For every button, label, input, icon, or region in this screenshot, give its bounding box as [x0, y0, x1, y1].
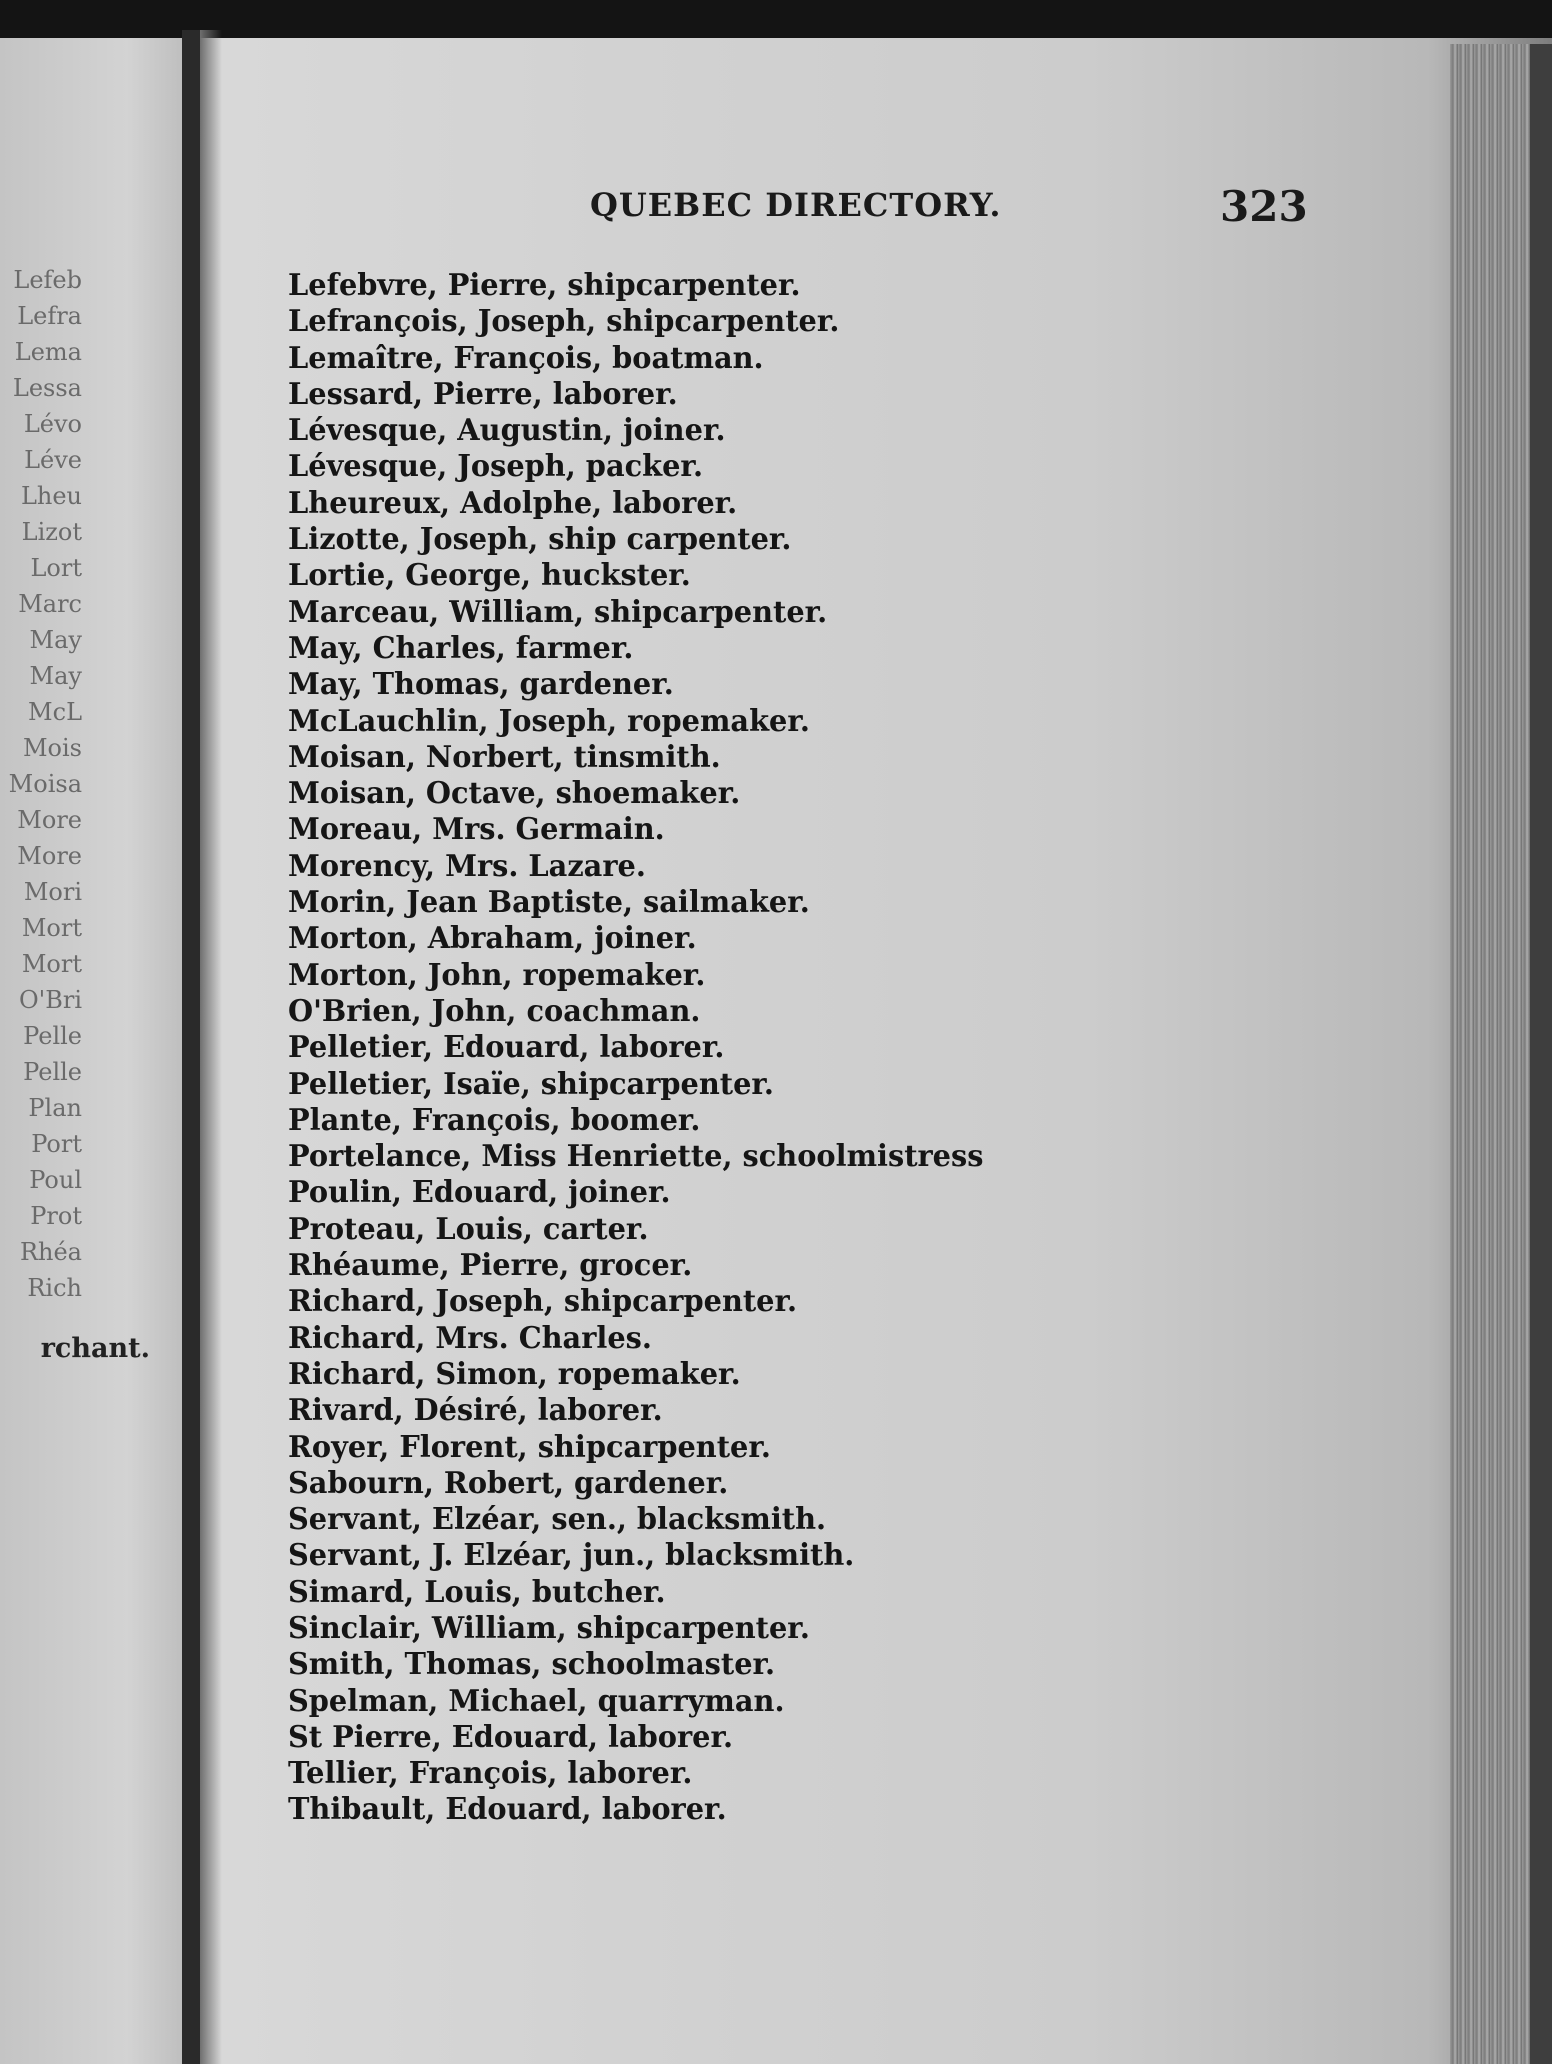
page-edges-shadow	[1530, 44, 1552, 2064]
left-page-fragment: Lessa	[12, 374, 82, 402]
directory-entry: Plante, François, boomer.	[288, 1102, 701, 1138]
directory-entry: Simard, Louis, butcher.	[288, 1574, 666, 1610]
directory-entry: May, Charles, farmer.	[288, 630, 634, 666]
directory-entry: Portelance, Miss Henriette, schoolmistress	[288, 1139, 984, 1175]
page-header	[590, 182, 1390, 236]
left-page-fragment: Plan	[28, 1094, 82, 1122]
directory-entries	[288, 268, 1328, 1829]
directory-entry: Rhéaume, Pierre, grocer.	[288, 1248, 693, 1284]
directory-entry: Smith, Thomas, schoolmaster.	[288, 1647, 776, 1683]
directory-entry: Morton, Abraham, joiner.	[288, 921, 697, 957]
left-page-fragment: Rich	[27, 1274, 82, 1302]
directory-entry: Poulin, Edouard, joiner.	[288, 1175, 671, 1211]
directory-entry: Richard, Mrs. Charles.	[288, 1320, 652, 1356]
directory-entry: Spelman, Michael, quarryman.	[288, 1683, 785, 1719]
directory-entry: Thibault, Edouard, laborer.	[288, 1792, 727, 1828]
directory-entry: McLauchlin, Joseph, ropemaker.	[288, 703, 810, 739]
left-page-fragment: McL	[28, 698, 82, 726]
directory-entry: Lizotte, Joseph, ship carpenter.	[288, 522, 792, 558]
directory-entry: Morency, Mrs. Lazare.	[288, 848, 646, 884]
directory-entry: Morin, Jean Baptiste, sailmaker.	[288, 885, 810, 921]
left-page-fragment: May	[29, 662, 82, 690]
left-page-fragment: Lévo	[23, 410, 82, 438]
left-page-fragment: Pelle	[23, 1058, 82, 1086]
directory-entry: Lheureux, Adolphe, laborer.	[288, 485, 738, 521]
book-gutter	[182, 30, 200, 2064]
left-page-fragment: Mori	[23, 878, 82, 906]
left-page-word: rchant.	[40, 1333, 150, 1364]
directory-entry: Richard, Simon, ropemaker.	[288, 1356, 741, 1392]
left-page-fragment: More	[17, 806, 82, 834]
directory-entry: Morton, John, ropemaker.	[288, 957, 706, 993]
directory-entry: Richard, Joseph, shipcarpenter.	[288, 1284, 798, 1320]
directory-entry: Rivard, Désiré, laborer.	[288, 1393, 663, 1429]
directory-entry: Moisan, Norbert, tinsmith.	[288, 739, 721, 775]
directory-entry: Servant, Elzéar, sen., blacksmith.	[288, 1502, 827, 1538]
directory-entry: Royer, Florent, shipcarpenter.	[288, 1429, 771, 1465]
directory-entry: Lefrançois, Joseph, shipcarpenter.	[288, 304, 840, 340]
left-page-fragment: Lizot	[21, 518, 82, 546]
left-page-fragment: Poul	[29, 1166, 82, 1194]
left-page-fragment: Prot	[30, 1202, 82, 1230]
gutter-shadow	[200, 30, 222, 2064]
directory-entry: O'Brien, John, coachman.	[288, 993, 701, 1029]
directory-entry: Lefebvre, Pierre, shipcarpenter.	[288, 268, 801, 303]
directory-entry: Pelletier, Isaïe, shipcarpenter.	[288, 1066, 774, 1102]
running-title: QUEBEC DIRECTORY.	[590, 186, 1002, 224]
left-page-fragment: Lort	[30, 554, 82, 582]
left-page-fragment: More	[17, 842, 82, 870]
directory-entry: Sinclair, William, shipcarpenter.	[288, 1610, 810, 1646]
left-page-fragment: Rhéa	[19, 1238, 82, 1266]
left-page-fragment: Port	[31, 1130, 82, 1158]
left-page-fragment: Lheu	[20, 482, 82, 510]
left-page-fragment: Lema	[14, 338, 82, 366]
left-page-fragment: Léve	[24, 446, 82, 474]
left-page-fragment: Moisa	[8, 770, 82, 798]
left-page-fragment: Pelle	[23, 1022, 82, 1050]
left-page-fragment: Marc	[18, 590, 82, 618]
left-page-fragment: Mort	[21, 950, 82, 978]
left-page-fragment: Mois	[22, 734, 82, 762]
directory-entry: Moreau, Mrs. Germain.	[288, 812, 665, 848]
directory-entry: Lortie, George, huckster.	[288, 558, 691, 594]
directory-entry: Pelletier, Edouard, laborer.	[288, 1030, 725, 1066]
directory-entry: Sabourn, Robert, gardener.	[288, 1465, 729, 1501]
left-page-fragment: Lefra	[17, 302, 82, 330]
scan-top-border	[0, 0, 1552, 38]
left-page-fragment: Lefeb	[13, 266, 82, 294]
directory-entry: Lévesque, Joseph, packer.	[288, 449, 703, 485]
directory-entry: Proteau, Louis, carter.	[288, 1211, 649, 1247]
directory-entry: Tellier, François, laborer.	[288, 1756, 693, 1792]
directory-entry: Lessard, Pierre, laborer.	[288, 376, 678, 412]
directory-entry: Marceau, William, shipcarpenter.	[288, 594, 828, 630]
directory-entry: Servant, J. Elzéar, jun., blacksmith.	[288, 1538, 855, 1574]
page-number: 323	[1220, 182, 1308, 231]
left-page-fragments	[0, 262, 90, 1306]
left-page-fragment: Mort	[21, 914, 82, 942]
directory-entry: Lévesque, Augustin, joiner.	[288, 413, 726, 449]
directory-entry: Moisan, Octave, shoemaker.	[288, 776, 741, 812]
left-page-fragment: O'Bri	[18, 986, 82, 1014]
directory-entry: St Pierre, Edouard, laborer.	[288, 1719, 734, 1755]
directory-entry: May, Thomas, gardener.	[288, 667, 674, 703]
directory-entry: Lemaître, François, boatman.	[288, 340, 764, 376]
left-page-fragment: May	[29, 626, 82, 654]
